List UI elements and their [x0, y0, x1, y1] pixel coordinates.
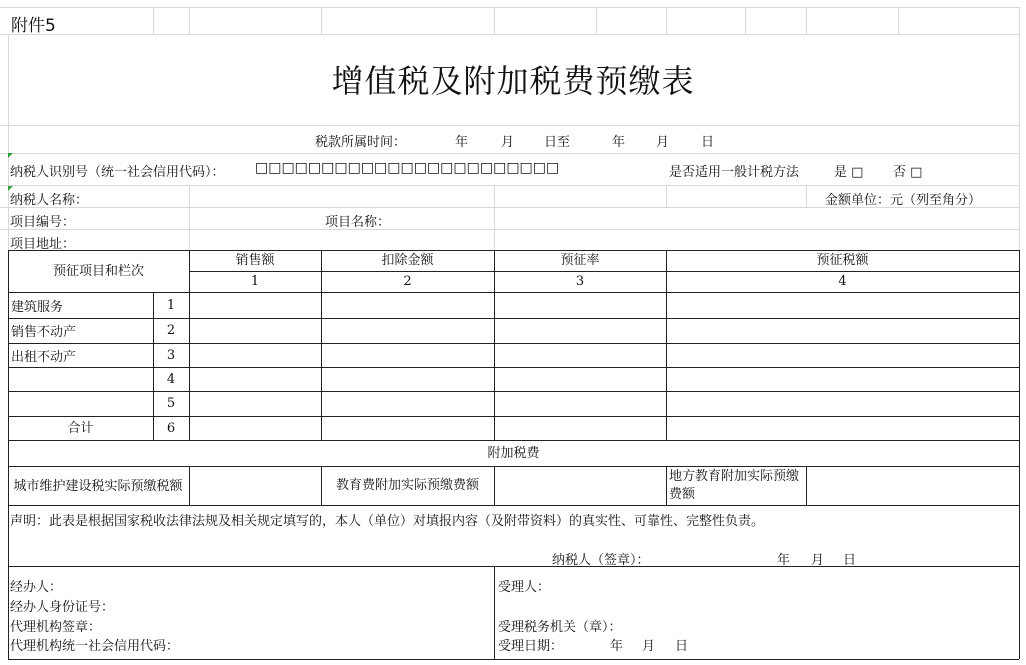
handler-id-label: 经办人身份证号： [10, 600, 115, 615]
project-no-label: 项目编号： [10, 215, 76, 230]
row-no: 4 [166, 371, 176, 387]
urban-tax-label: 城市维护建设税实际预缴税额 [13, 478, 183, 494]
signature-label: 纳税人（签章）： [552, 553, 650, 568]
attachment-label: 附件5 [11, 16, 56, 36]
signature-year: 年 [777, 553, 791, 568]
col-rate-label: 预征率 [560, 253, 600, 268]
general-method-no-checkbox[interactable]: 否 □ [893, 165, 923, 180]
row-name-sale-realestate: 销售不动产 [11, 325, 77, 340]
row-no: 1 [166, 297, 176, 313]
acceptance-day: 日 [675, 639, 689, 654]
acceptance-month: 月 [642, 639, 656, 654]
declaration-text: 声明：此表是根据国家税收法律法规及相关规定填写的，本人（单位）对填报内容（及附带资料）的真实性、可靠性、完整性负责。 [10, 514, 765, 529]
acceptance-year: 年 [610, 639, 624, 654]
general-method-label: 是否适用一般计税方法 [669, 165, 800, 180]
receiver-label: 受理人： [498, 580, 551, 595]
acceptance-date-label: 受理日期： [498, 639, 564, 654]
amount-unit: 金额单位：元（列至角分） [825, 193, 982, 208]
surcharge-header: 附加税费 [487, 445, 540, 461]
education-fee-label: 教育费附加实际预缴费额 [335, 478, 479, 493]
col-prepaid-tax-number: 4 [838, 274, 847, 289]
row-no: 2 [166, 323, 176, 338]
signature-month: 月 [811, 553, 825, 568]
row-no: 5 [166, 396, 176, 411]
local-education-fee-label: 地方教育附加实际预缴费额 [669, 469, 800, 502]
signature-day: 日 [843, 553, 857, 568]
agency-seal-label: 代理机构签章： [10, 620, 102, 635]
row-name-rent-realestate: 出租不动产 [11, 349, 77, 365]
col-sales-label: 销售额 [235, 253, 275, 268]
col-rate-number: 3 [575, 274, 585, 289]
row-no-total: 6 [166, 420, 176, 436]
item-header: 预征项目和栏次 [52, 263, 144, 279]
taxpayer-name-label: 纳税人名称： [10, 193, 89, 208]
row-no: 3 [166, 347, 176, 363]
project-name-label: 项目名称： [325, 215, 391, 230]
taxpayer-id-boxes[interactable]: □□□□□□□□□□□□□□□□□□□□□□□ [255, 160, 560, 176]
col-deduction-label: 扣除金额 [381, 253, 434, 268]
taxpayer-id-label: 纳税人识别号（统一社会信用代码）： [10, 165, 225, 180]
row-name-construction: 建筑服务 [11, 299, 64, 315]
tax-office-label: 受理税务机关（章）： [498, 620, 622, 635]
general-method-yes-checkbox[interactable]: 是 □ [834, 165, 864, 180]
handler-label: 经办人： [10, 580, 63, 595]
col-deduction-number: 2 [403, 274, 412, 289]
project-address-label: 项目地址： [10, 237, 76, 252]
agency-code-label: 代理机构统一社会信用代码： [10, 639, 180, 654]
col-sales-number: 1 [250, 274, 260, 289]
page-title: 增值税及附加税费预缴表 [331, 61, 695, 100]
col-prepaid-tax-label: 预征税额 [816, 253, 869, 268]
row-name-total: 合计 [67, 420, 94, 436]
